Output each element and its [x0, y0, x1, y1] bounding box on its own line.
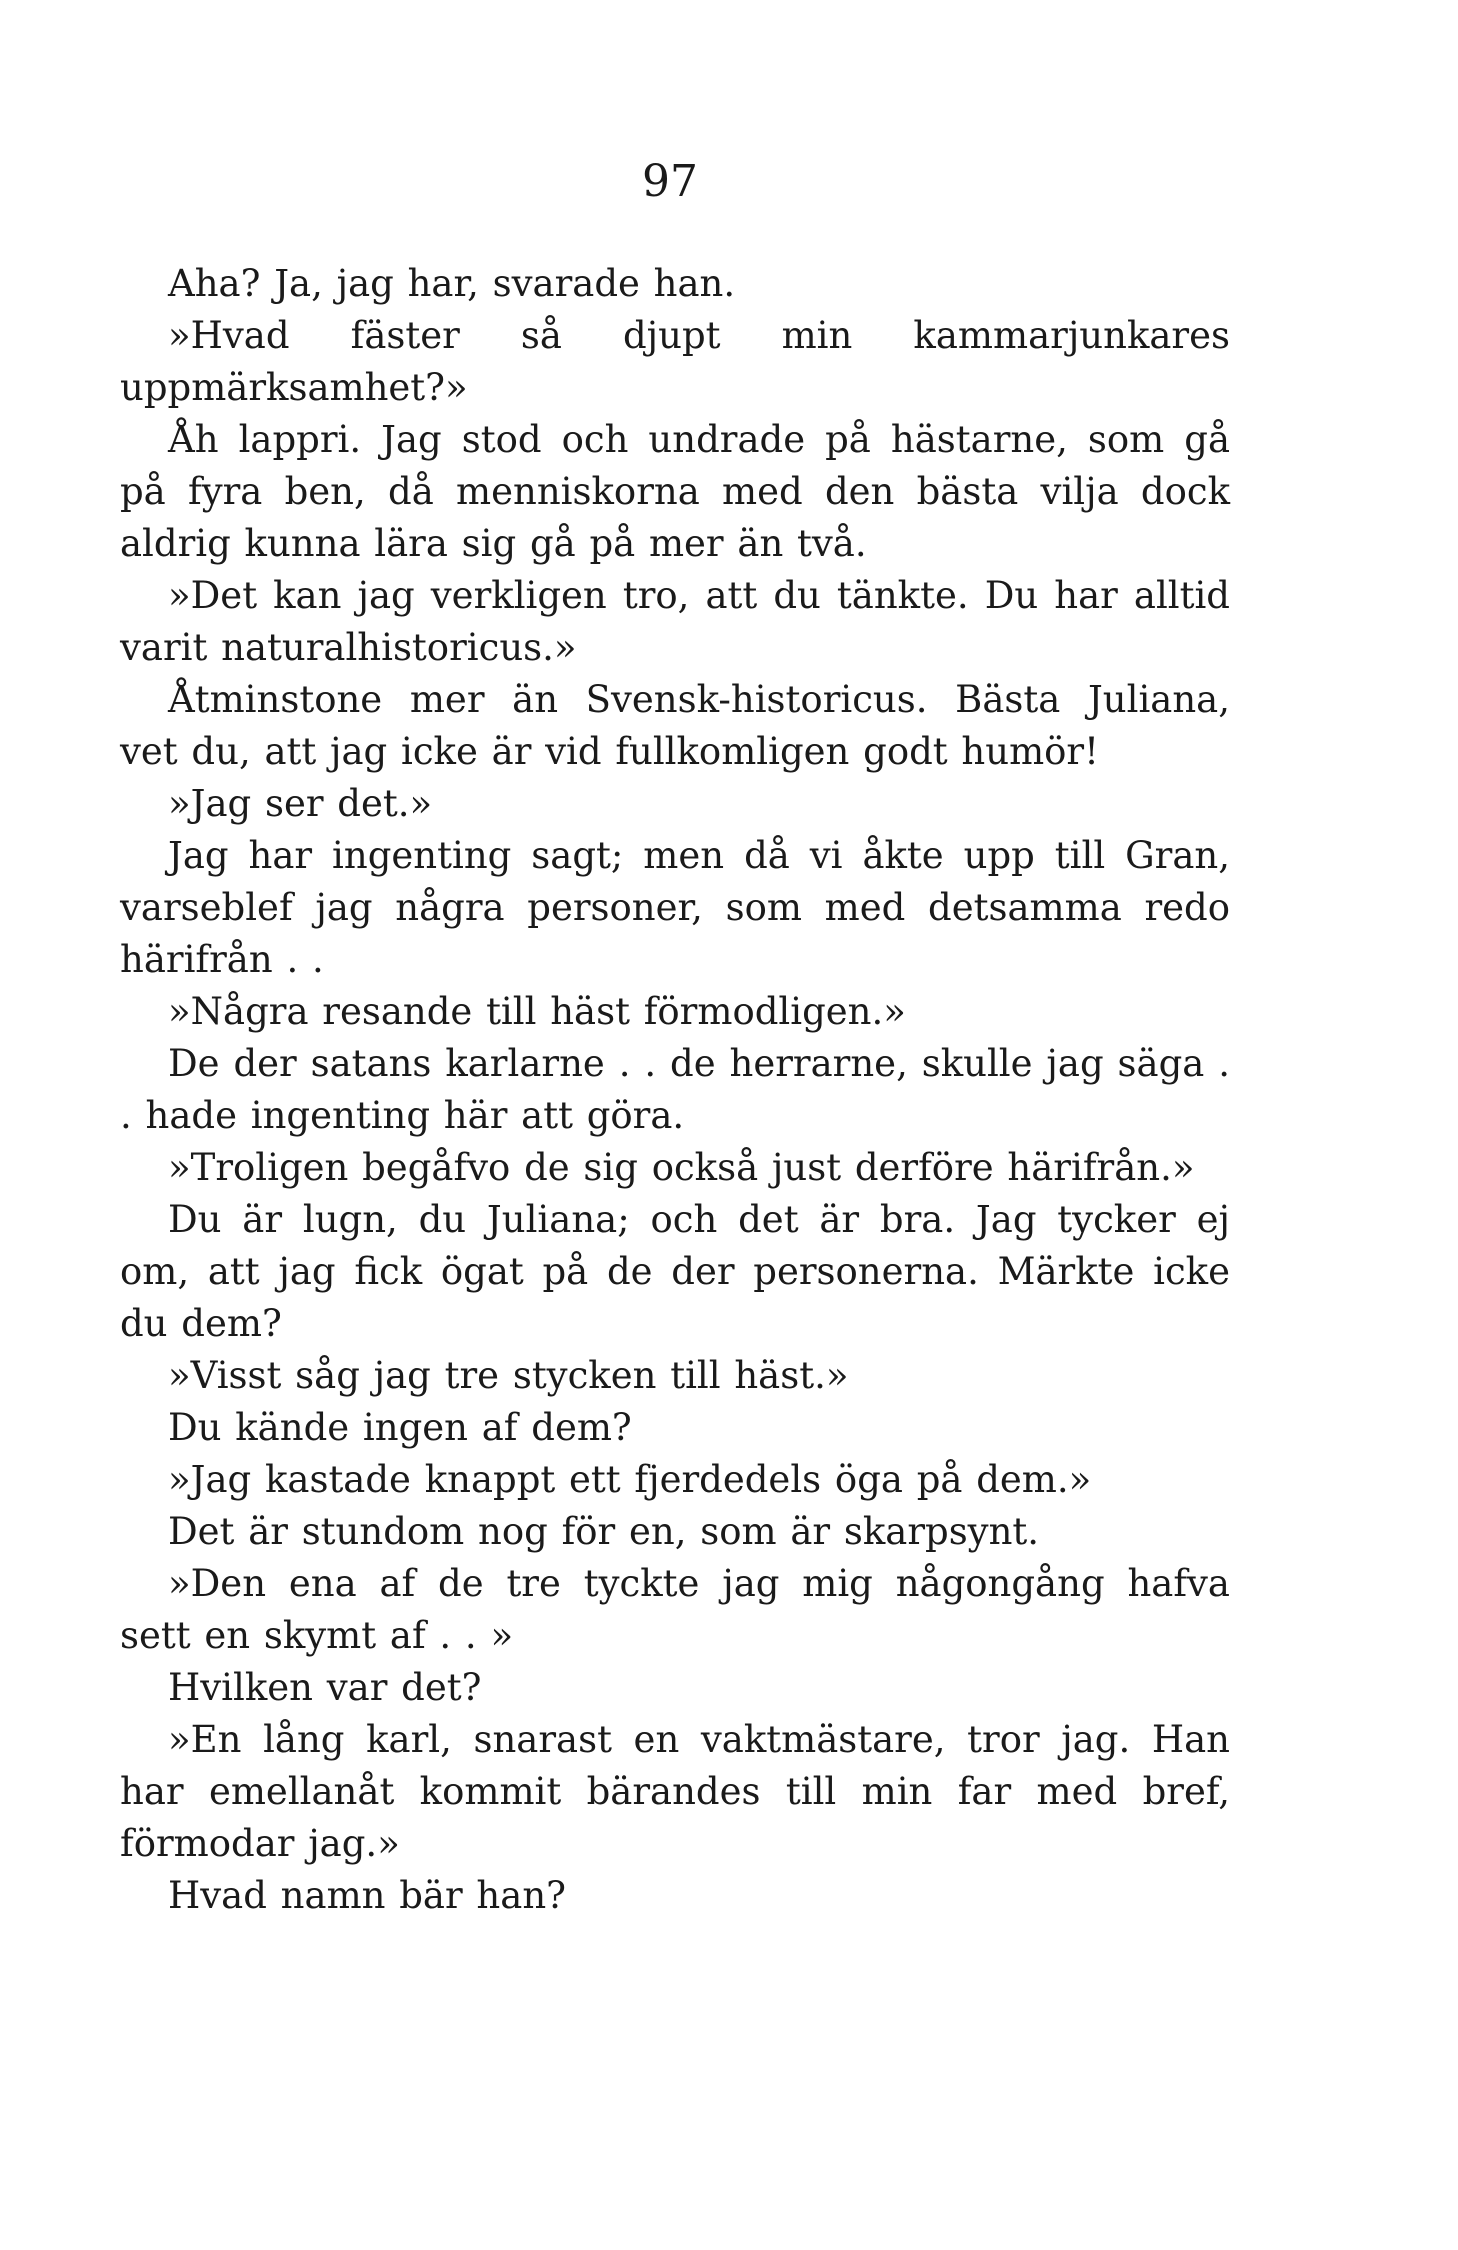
paragraph: Du är lugn, du Juliana; och det är bra. Jag tycker ej om, att jag fick ögat på de der personerna. Märkte icke du dem?: [120, 1198, 1230, 1345]
paragraph: »Det kan jag verkligen tro, att du tänkte. Du har alltid varit naturalhistoricus.»: [120, 574, 1230, 669]
paragraph: »Visst såg jag tre stycken till häst.»: [168, 1354, 849, 1397]
paragraph: »Hvad fäster så djupt min kammarjunkares uppmärksamhet?»: [120, 314, 1230, 409]
paragraph: Hvilken var det?: [168, 1666, 482, 1709]
text-body: [120, 258, 1230, 1922]
paragraph: Aha? Ja, jag har, svarade han.: [168, 262, 736, 305]
paragraph: Hvad namn bär han?: [168, 1874, 566, 1917]
paragraph: »En lång karl, snarast en vaktmästare, tror jag. Han har emellanåt kommit bärandes till min far med bref, förmodar jag.»: [120, 1718, 1230, 1865]
page-number: 97: [642, 156, 698, 207]
paragraph: Åtminstone mer än Svensk-historicus. Bästa Juliana, vet du, att jag icke är vid fullkomligen godt humör!: [120, 678, 1230, 773]
paragraph: Åh lappri. Jag stod och undrade på hästarne, som gå på fyra ben, då menniskorna med den bästa vilja dock aldrig kunna lära sig gå på mer än två.: [120, 418, 1230, 565]
paragraph: »Den ena af de tre tyckte jag mig någongång hafva sett en skymt af . . »: [120, 1562, 1230, 1657]
paragraph: »Några resande till häst förmodligen.»: [168, 990, 906, 1033]
paragraph: De der satans karlarne . . de herrarne, skulle jag säga . . hade ingenting här att göra.: [120, 1042, 1230, 1137]
paragraph: Det är stundom nog för en, som är skarpsynt.: [168, 1510, 1040, 1553]
paragraph: »Jag ser det.»: [168, 782, 433, 825]
paragraph: Jag har ingenting sagt; men då vi åkte upp till Gran, varseblef jag några personer, som med detsamma redo härifrån . .: [120, 834, 1230, 981]
paragraph: »Jag kastade knappt ett fjerdedels öga på dem.»: [168, 1458, 1092, 1501]
paragraph: Du kände ingen af dem?: [168, 1406, 632, 1449]
paragraph: »Troligen begåfvo de sig också just derföre härifrån.»: [168, 1146, 1195, 1189]
